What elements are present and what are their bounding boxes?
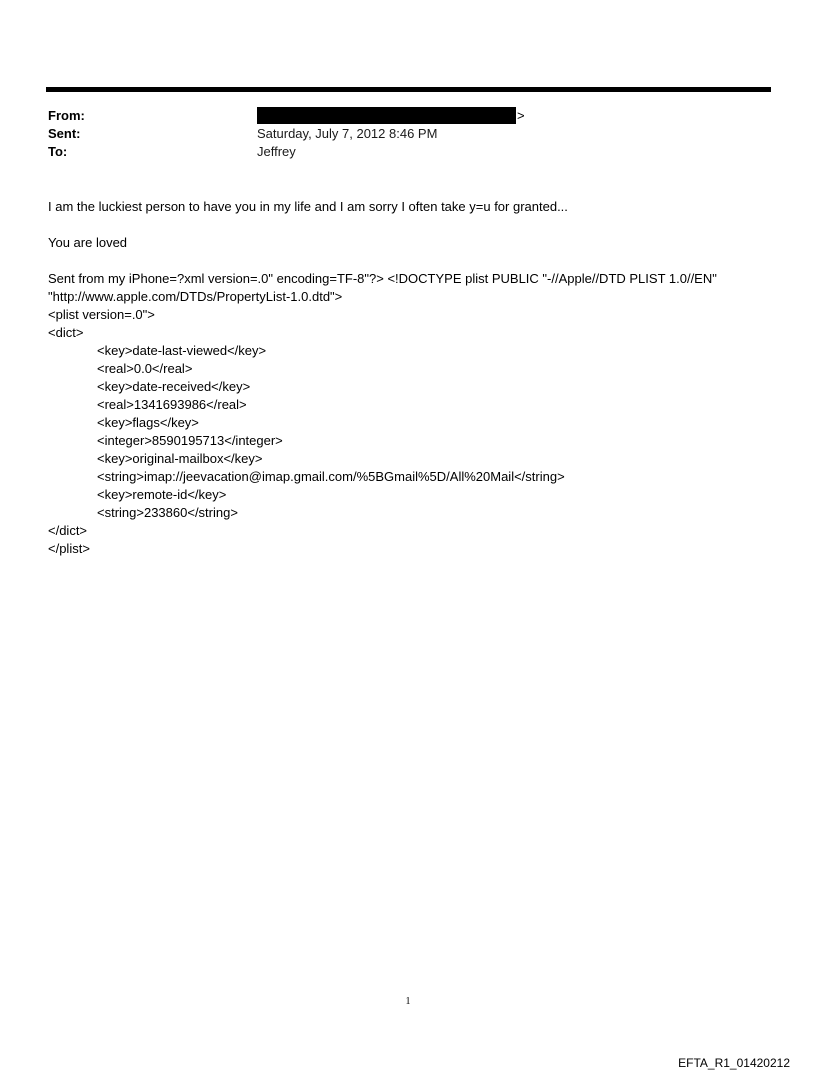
plist-line: <key>flags</key> <box>97 415 199 430</box>
sent-value: Saturday, July 7, 2012 8:46 PM <box>257 126 438 141</box>
plist-line: <real>0.0</real> <box>97 361 193 376</box>
plist-line: <string>233860</string> <box>97 505 238 520</box>
redaction-bar <box>257 107 516 124</box>
plist-line: "http://www.apple.com/DTDs/PropertyList-1.0.dtd"> <box>48 289 343 304</box>
plist-line: <real>1341693986</real> <box>97 397 247 412</box>
plist-line: <integer>8590195713</integer> <box>97 433 283 448</box>
sent-label: Sent: <box>48 126 81 141</box>
from-label: From: <box>48 108 85 123</box>
to-label: To: <box>48 144 68 159</box>
message-line: I am the luckiest person to have you in my life and I am sorry I often take y=u for granted... <box>48 199 568 214</box>
plist-line: <dict> <box>48 325 84 340</box>
plist-line: </plist> <box>48 541 90 556</box>
plist-line: <key>remote-id</key> <box>97 487 227 502</box>
plist-line: <string>imap://jeevacation@imap.gmail.com/%5BGmail%5D/All%20Mail</string> <box>97 469 565 484</box>
plist-line: <key>original-mailbox</key> <box>97 451 263 466</box>
header-rule <box>46 87 771 92</box>
message-line: You are loved <box>48 235 128 250</box>
bates-number: EFTA_R1_01420212 <box>678 1056 790 1070</box>
plist-line: </dict> <box>48 523 88 538</box>
plist-line: <key>date-received</key> <box>97 379 251 394</box>
from-suffix: > <box>517 108 525 123</box>
plist-line: <plist version=.0"> <box>48 307 155 322</box>
page-number: 1 <box>405 996 411 1007</box>
plist-line: Sent from my iPhone=?xml version=.0" encoding=TF-8"?> <!DOCTYPE plist PUBLIC "-//Apple//DTD PLIST 1.0//EN" <box>48 271 717 286</box>
plist-line: <key>date-last-viewed</key> <box>97 343 267 358</box>
to-value: Jeffrey <box>257 144 296 159</box>
